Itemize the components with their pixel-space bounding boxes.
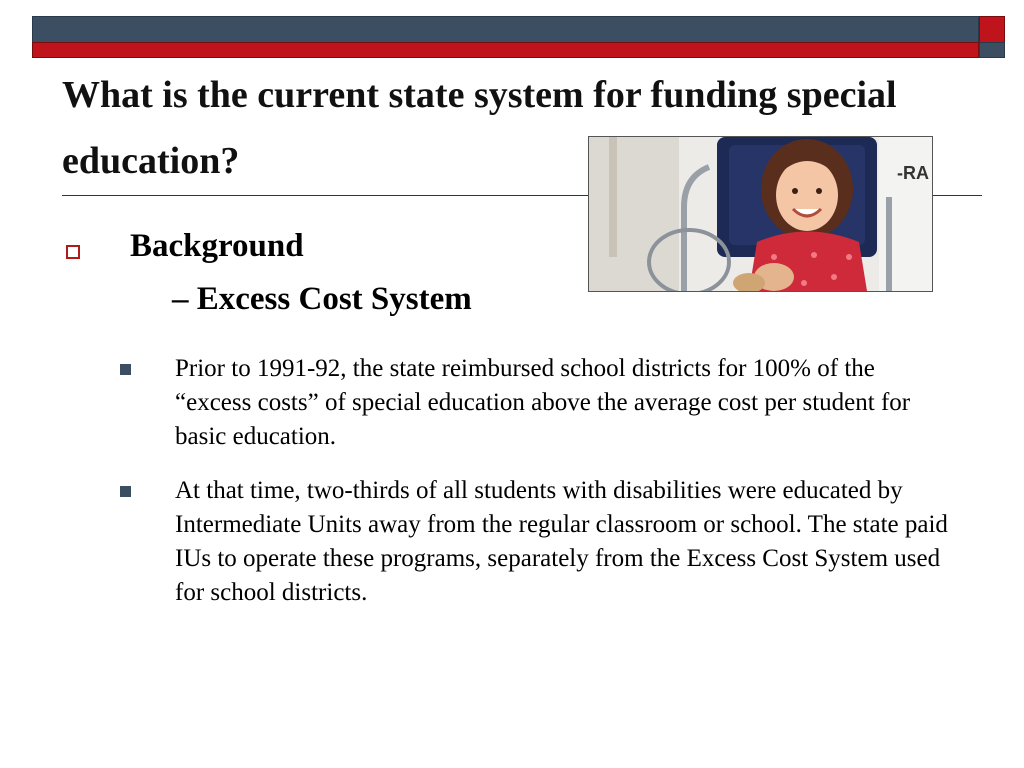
bullet-text: At that time, two-thirds of all students with disabilities were educated by Intermediate Units away from the regular classroom or school. The state paid IUs to operate these programs, separately from the Excess Cost System used for school districts. xyxy=(175,477,948,606)
child-wheelchair-photo xyxy=(588,136,933,292)
header-square-red xyxy=(979,16,1005,43)
bullet-text: Prior to 1991-92, the state reimbursed school districts for 100% of the “excess costs” of special education above the average cost per student for basic education. xyxy=(175,355,911,450)
excess-cost-subheading: – Excess Cost System xyxy=(172,281,472,317)
list-item xyxy=(118,352,948,454)
list-item xyxy=(118,474,948,610)
header-bar-red xyxy=(32,42,979,58)
photo-illustration xyxy=(589,137,932,291)
header-square-slate xyxy=(979,42,1005,58)
square-bullet-icon xyxy=(120,486,131,497)
square-bullet-icon xyxy=(120,364,131,375)
background-heading: Background xyxy=(130,228,304,264)
hollow-square-bullet-icon xyxy=(66,245,80,259)
svg-text:-RA: -RA xyxy=(897,163,929,183)
slide-title: What is the current state system for funding special education? xyxy=(62,74,897,182)
bullet-list xyxy=(118,352,948,630)
header-bar-slate xyxy=(32,16,979,43)
